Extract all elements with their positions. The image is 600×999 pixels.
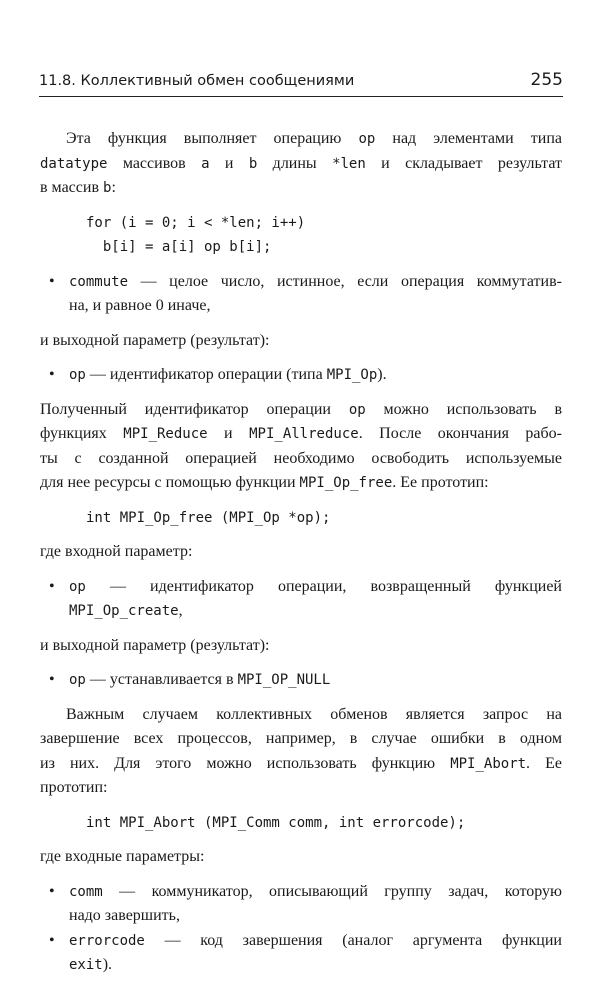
text-line — [69, 575, 562, 600]
text-run: завершение всех процессов, например, в случае ошибки в одном — [40, 730, 562, 747]
text-line — [40, 703, 562, 728]
code-term: b — [103, 180, 112, 196]
text-line — [69, 294, 562, 319]
paragraph — [40, 703, 562, 801]
text-run: длины — [257, 154, 333, 172]
text-line — [69, 668, 562, 693]
code-block — [40, 211, 562, 260]
code-term: op — [69, 578, 86, 595]
code-term: commute — [69, 273, 129, 290]
paragraph — [40, 845, 562, 870]
running-header — [39, 70, 563, 97]
bullet-item — [40, 668, 562, 693]
text-run: : — [111, 179, 116, 196]
text-run: и выходной параметр (результат): — [40, 636, 270, 654]
text-run: . После окончания рабо- — [358, 425, 563, 442]
text-line — [69, 880, 562, 905]
text-line — [40, 152, 562, 177]
paragraph — [40, 634, 562, 659]
text-run: Эта функция выполняет операцию — [66, 130, 359, 147]
paragraph — [40, 540, 562, 565]
code-term: op — [348, 401, 366, 418]
text-run: прототип: — [40, 779, 108, 796]
text-run: ). — [377, 366, 387, 383]
paragraph — [40, 127, 562, 201]
text-run: — коммуникатор, описывающий группу задач, которую — [102, 882, 562, 900]
text-run: , — [178, 602, 183, 619]
bullet-item — [40, 880, 562, 929]
text-run: и — [207, 425, 250, 442]
code-term: MPI_Op_create — [69, 603, 179, 619]
text-run: Полученный идентификатор операции — [40, 400, 349, 418]
page-number: 255 — [530, 70, 563, 90]
text-line — [40, 634, 562, 659]
text-run: — код завершения (аналог аргумента функции — [144, 931, 562, 949]
bullet-icon: • — [49, 931, 55, 949]
text-run: — целое число, истинное, если операция коммутатив- — [128, 272, 562, 290]
text-line — [40, 447, 562, 472]
text-run: где входной параметр: — [40, 543, 193, 560]
text-run: можно использовать в — [365, 400, 563, 418]
code-term: MPI_Abort — [450, 755, 527, 772]
text-run: функциях — [40, 425, 124, 442]
code-block — [40, 811, 562, 836]
text-run: и — [209, 154, 249, 172]
code-term: exit — [69, 957, 103, 973]
text-line — [69, 904, 562, 929]
text-line — [40, 176, 562, 201]
text-run: над элементами типа — [375, 130, 562, 147]
code-term: MPI_OP_NULL — [237, 672, 331, 688]
code-term: b — [248, 155, 258, 172]
code-term: MPI_Reduce — [123, 426, 208, 442]
text-run: . Ее прототип: — [392, 474, 489, 491]
text-run: — идентификатор операции (типа — [85, 366, 327, 383]
code-term: int MPI_Op_free (MPI_Op *op); — [86, 509, 331, 526]
text-run: . Ее — [526, 754, 562, 772]
text-run: Важным случаем коллективных обменов является запрос на — [66, 705, 562, 723]
code-term: *len — [332, 155, 366, 172]
bullet-icon: • — [49, 882, 55, 900]
text-line — [40, 329, 562, 354]
code-term: int MPI_Abort (MPI_Comm comm, int errorcode); — [86, 814, 466, 831]
text-run: на, и равное 0 иначе, — [69, 297, 211, 314]
text-line — [40, 727, 562, 752]
text-line — [40, 127, 562, 152]
page-body — [40, 127, 562, 988]
bullet-item — [40, 929, 562, 978]
text-run: где входные параметры: — [40, 848, 205, 865]
text-run: из них. Для этого можно использовать функцию — [40, 754, 451, 772]
paragraph — [40, 329, 562, 354]
code-term: MPI_Op_free — [299, 475, 393, 491]
text-run: ). — [102, 956, 113, 973]
text-run: и складывает результат — [365, 154, 562, 172]
text-run: — идентификатор операции, возвращенный функцией — [85, 577, 562, 595]
text-run: для нее ресурсы с помощью функции — [40, 474, 300, 491]
code-term: for (i = 0; i < *len; i++) — [86, 214, 306, 231]
text-run: — устанавливается в — [85, 671, 238, 688]
bullet-item — [40, 363, 562, 388]
text-line — [40, 422, 562, 447]
text-line — [69, 363, 562, 388]
text-line — [69, 929, 562, 954]
text-line — [40, 540, 562, 565]
text-line — [86, 811, 562, 836]
code-term: a — [201, 155, 210, 172]
text-run: надо завершить, — [69, 907, 180, 924]
bullet-icon: • — [49, 577, 55, 595]
chapter-title: 11.8. Коллективный обмен сообщениями — [39, 73, 355, 89]
code-term: op — [69, 367, 86, 383]
code-term: datatype — [40, 155, 108, 172]
bullet-item — [40, 270, 562, 319]
text-line — [86, 506, 562, 531]
bullet-item — [40, 575, 562, 624]
text-line — [86, 211, 562, 236]
text-line — [40, 398, 562, 423]
text-line — [69, 953, 562, 978]
text-line — [40, 845, 562, 870]
text-line — [69, 270, 562, 295]
code-term: op — [69, 672, 86, 688]
code-term: comm — [69, 883, 103, 900]
paragraph — [40, 398, 562, 496]
text-line — [86, 235, 562, 260]
bullet-icon: • — [49, 272, 55, 290]
text-run: и выходной параметр (результат): — [40, 331, 270, 349]
bullet-icon: • — [49, 366, 55, 383]
code-block — [40, 506, 562, 531]
text-line — [69, 599, 562, 624]
bullet-icon: • — [49, 671, 55, 688]
code-term: b[i] = a[i] op b[i]; — [86, 239, 272, 255]
text-line — [40, 752, 562, 777]
text-run: ты с созданной операцией необходимо освободить используемые — [40, 449, 562, 467]
text-run: в массив — [40, 179, 103, 196]
code-term: op — [358, 131, 376, 147]
code-term: MPI_Allreduce — [249, 426, 359, 442]
code-term: MPI_Op — [326, 367, 378, 383]
text-line — [40, 471, 562, 496]
code-term: errorcode — [69, 932, 145, 949]
text-run: массивов — [107, 154, 202, 172]
text-line — [40, 776, 562, 801]
